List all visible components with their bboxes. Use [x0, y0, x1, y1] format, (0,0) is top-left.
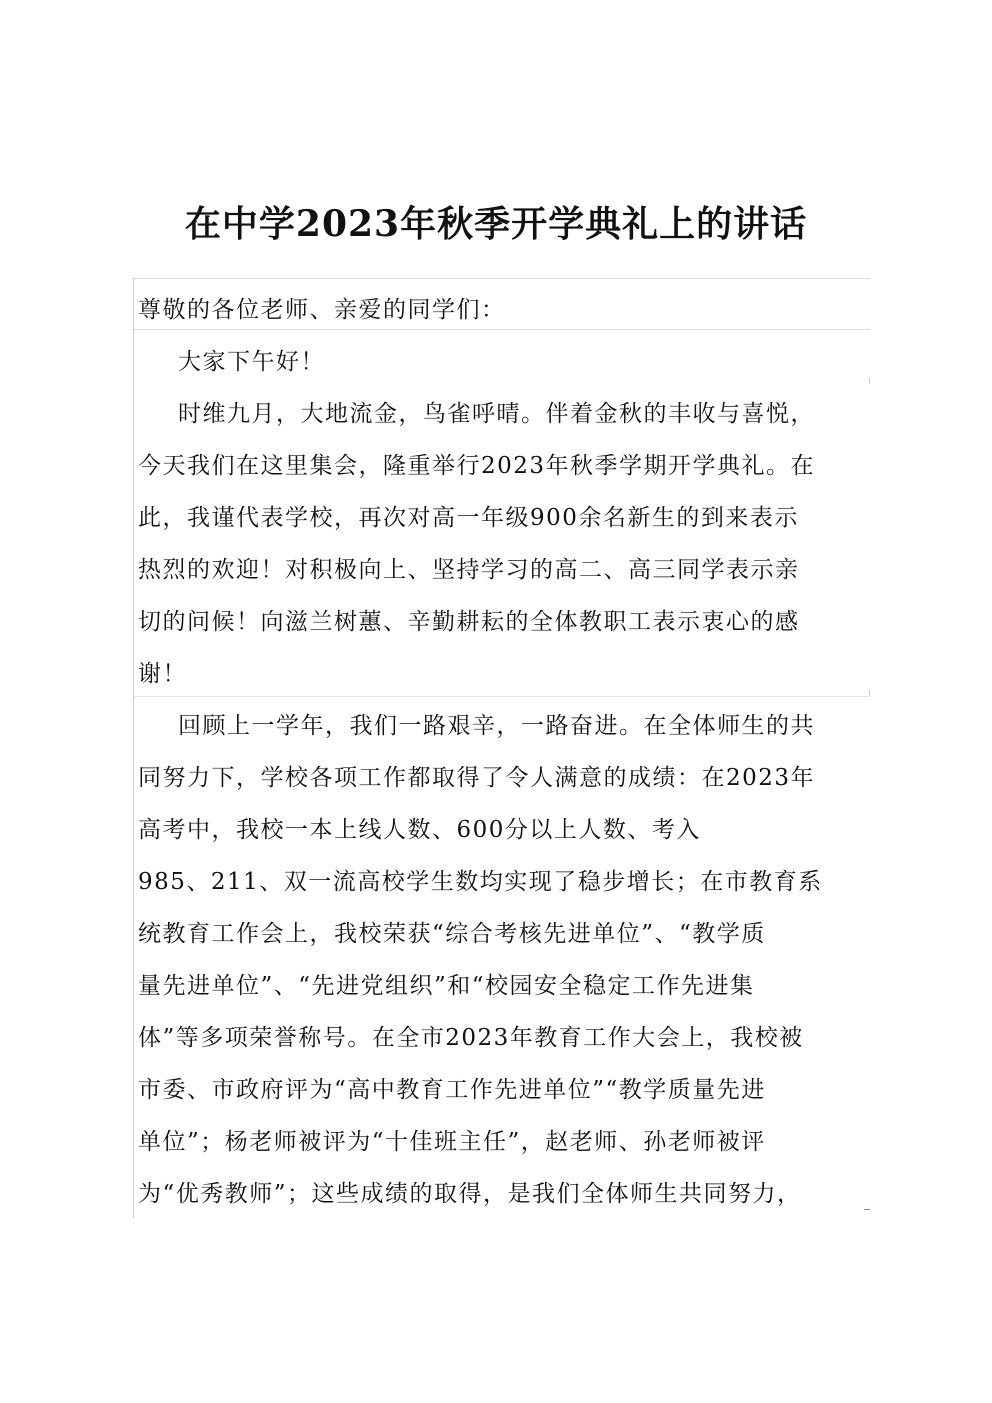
paragraph-1-line: 谢！ [138, 661, 187, 687]
document-title: 在中学2023年秋季开学典礼上的讲话 [184, 203, 808, 245]
paragraph-2-line: 市委、市政府评为“高中教育工作先进单位”“教学质量先进 [138, 1077, 766, 1103]
paragraph-1-line: 时维九月，大地流金，鸟雀呼晴。伴着金秋的丰收与喜悦， [178, 401, 815, 427]
paragraph-1-line: 切的问候！向滋兰树蕙、辛勤耕耘的全体教职工表示衷心的感 [138, 609, 800, 635]
paragraph-2-line: 同努力下，学校各项工作都取得了令人满意的成绩：在2023年 [138, 765, 816, 791]
paragraph-2-line: 985、211、双一流高校学生数均实现了稳步增长；在市教育系 [138, 869, 823, 895]
paragraph-2-line: 单位”；杨老师被评为“十佳班主任”，赵老师、孙老师被评 [138, 1129, 766, 1155]
salutation-line: 尊敬的各位老师、亲爱的同学们： [138, 297, 506, 323]
margin-mark [864, 1209, 870, 1210]
paragraph-2-line: 量先进单位”、“先进党组织”和“校园安全稳定工作先进集 [138, 973, 755, 999]
paragraph-1-line: 此，我谨代表学校，再次对高一年级900余名新生的到来表示 [138, 505, 799, 531]
paragraph-2 [138, 700, 870, 1220]
divider-after-paragraph-1 [134, 696, 870, 697]
divider-after-salutation [134, 329, 870, 330]
paragraph-2-line: 统教育工作会上，我校荣获“综合考核先进单位”、“教学质 [138, 921, 766, 947]
margin-tick [869, 378, 870, 384]
paragraph-2-line: 回顾上一学年，我们一路艰辛，一路奋进。在全体师生的共 [178, 713, 815, 739]
paragraph-2-line: 体”等多项荣誉称号。在全市2023年教育工作大会上，我校被 [138, 1025, 804, 1051]
margin-tick [869, 690, 870, 696]
paragraph-1-line: 热烈的欢迎！对积极向上、坚持学习的高二、高三同学表示亲 [138, 557, 800, 583]
greeting-paragraph [138, 336, 870, 388]
divider-top [134, 278, 870, 279]
paragraph-2-line: 高考中，我校一本上线人数、600分以上人数、考入 [138, 817, 701, 843]
paragraph-1 [138, 388, 870, 700]
document-body-frame [133, 278, 870, 1218]
paragraph-1-line: 今天我们在这里集会，隆重举行2023年秋季学期开学典礼。在 [138, 453, 816, 479]
greeting-line: 大家下午好！ [178, 349, 325, 375]
paragraph-2-line: 为“优秀教师”；这些成绩的取得，是我们全体师生共同努力， [138, 1181, 802, 1207]
